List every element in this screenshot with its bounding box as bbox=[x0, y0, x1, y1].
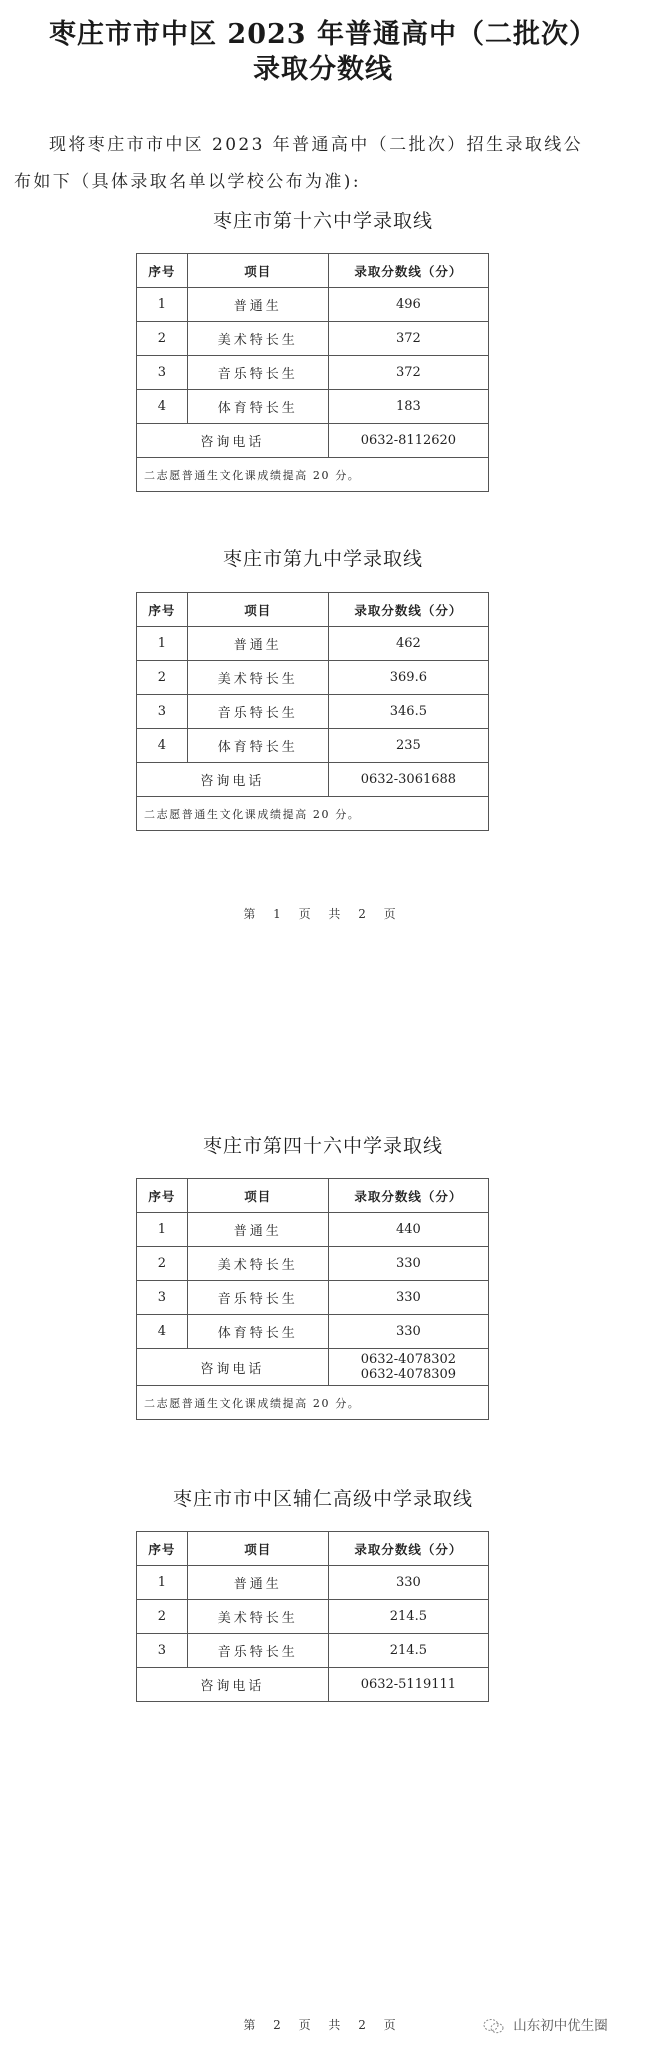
row-item: 音乐特长生 bbox=[187, 695, 328, 729]
note-row bbox=[137, 1386, 489, 1420]
table-header-row bbox=[137, 254, 489, 288]
row-index: 4 bbox=[137, 390, 188, 424]
table-row bbox=[137, 627, 489, 661]
note-text: 二志愿普通生文化课成绩提高 20 分。 bbox=[137, 1386, 489, 1420]
row-score: 330 bbox=[328, 1566, 488, 1600]
row-score: 496 bbox=[328, 288, 488, 322]
row-index: 1 bbox=[137, 627, 188, 661]
note-text: 二志愿普通生文化课成绩提高 20 分。 bbox=[137, 458, 489, 492]
row-score: 214.5 bbox=[328, 1600, 488, 1634]
phone-label: 咨询电话 bbox=[137, 763, 329, 797]
phone-row bbox=[137, 1349, 489, 1386]
table-row bbox=[137, 1634, 489, 1668]
row-index: 1 bbox=[137, 1566, 188, 1600]
header-index: 序号 bbox=[137, 1532, 188, 1566]
row-score: 330 bbox=[328, 1281, 488, 1315]
row-score: 183 bbox=[328, 390, 488, 424]
row-index: 1 bbox=[137, 288, 188, 322]
row-score: 214.5 bbox=[328, 1634, 488, 1668]
table-header-row bbox=[137, 593, 489, 627]
table-row bbox=[137, 1315, 489, 1349]
header-index: 序号 bbox=[137, 593, 188, 627]
row-index: 4 bbox=[137, 729, 188, 763]
row-item: 体育特长生 bbox=[187, 1315, 328, 1349]
row-item: 音乐特长生 bbox=[187, 1634, 328, 1668]
note-row bbox=[137, 797, 489, 831]
row-score: 440 bbox=[328, 1213, 488, 1247]
school-title: 枣庄市第四十六中学录取线 bbox=[202, 1135, 443, 1157]
watermark bbox=[483, 2014, 608, 2034]
phone-number: 0632-4078302 bbox=[360, 1352, 457, 1367]
header-item: 项目 bbox=[187, 1532, 328, 1566]
school-title: 枣庄市第九中学录取线 bbox=[222, 548, 423, 570]
phone-number: 0632-5119111 bbox=[328, 1668, 488, 1702]
phone-row bbox=[137, 1668, 489, 1702]
phone-label: 咨询电话 bbox=[137, 1668, 329, 1702]
score-table bbox=[136, 592, 489, 831]
table-row bbox=[137, 661, 489, 695]
phone-row bbox=[137, 424, 489, 458]
row-item: 音乐特长生 bbox=[187, 1281, 328, 1315]
table-header-row bbox=[137, 1179, 489, 1213]
row-index: 1 bbox=[137, 1213, 188, 1247]
table-row bbox=[137, 729, 489, 763]
header-index: 序号 bbox=[137, 254, 188, 288]
row-index: 2 bbox=[137, 322, 188, 356]
row-item: 体育特长生 bbox=[187, 390, 328, 424]
table-row bbox=[137, 356, 489, 390]
table-row bbox=[137, 1566, 489, 1600]
phone-number-alt: 0632-4078309 bbox=[360, 1367, 457, 1382]
table-row bbox=[137, 1600, 489, 1634]
row-item: 普通生 bbox=[187, 288, 328, 322]
score-table bbox=[136, 253, 489, 492]
phone-label: 咨询电话 bbox=[137, 1349, 329, 1386]
row-item: 音乐特长生 bbox=[187, 356, 328, 390]
phone-numbers bbox=[328, 1349, 488, 1386]
document-title-line1: 枣庄市市中区 2023 年普通高中（二批次） bbox=[49, 19, 597, 50]
row-score: 330 bbox=[328, 1247, 488, 1281]
table-row bbox=[137, 288, 489, 322]
table-row bbox=[137, 695, 489, 729]
row-item: 美术特长生 bbox=[187, 322, 328, 356]
row-item: 美术特长生 bbox=[187, 661, 328, 695]
row-index: 3 bbox=[137, 356, 188, 390]
row-item: 普通生 bbox=[187, 1566, 328, 1600]
document-title-line2: 录取分数线 bbox=[253, 54, 393, 85]
wechat-icon bbox=[483, 2018, 505, 2034]
table-header-row bbox=[137, 1532, 489, 1566]
header-item: 项目 bbox=[187, 593, 328, 627]
page-number-footer: 第 2 页 共 2 页 bbox=[243, 2018, 403, 2032]
row-score: 372 bbox=[328, 322, 488, 356]
row-index: 3 bbox=[137, 695, 188, 729]
intro-paragraph-line1: 现将枣庄市市中区 2023 年普通高中（二批次）招生录取线公 bbox=[49, 135, 584, 155]
row-score: 235 bbox=[328, 729, 488, 763]
row-score: 462 bbox=[328, 627, 488, 661]
school-title: 枣庄市第十六中学录取线 bbox=[212, 210, 433, 232]
row-item: 普通生 bbox=[187, 1213, 328, 1247]
row-index: 4 bbox=[137, 1315, 188, 1349]
row-item: 普通生 bbox=[187, 627, 328, 661]
table-row bbox=[137, 1281, 489, 1315]
row-score: 369.6 bbox=[328, 661, 488, 695]
table-row bbox=[137, 322, 489, 356]
row-index: 2 bbox=[137, 1600, 188, 1634]
header-score: 录取分数线（分） bbox=[328, 254, 488, 288]
row-item: 美术特长生 bbox=[187, 1600, 328, 1634]
header-item: 项目 bbox=[187, 254, 328, 288]
row-score: 330 bbox=[328, 1315, 488, 1349]
row-index: 3 bbox=[137, 1281, 188, 1315]
row-index: 2 bbox=[137, 1247, 188, 1281]
table-row bbox=[137, 1247, 489, 1281]
row-score: 372 bbox=[328, 356, 488, 390]
page-number-footer: 第 1 页 共 2 页 bbox=[243, 907, 403, 921]
header-item: 项目 bbox=[187, 1179, 328, 1213]
row-index: 3 bbox=[137, 1634, 188, 1668]
score-table bbox=[136, 1531, 489, 1702]
phone-row bbox=[137, 763, 489, 797]
watermark-text: 山东初中优生圈 bbox=[513, 2018, 608, 2034]
table-row bbox=[137, 390, 489, 424]
header-score: 录取分数线（分） bbox=[328, 1532, 488, 1566]
row-index: 2 bbox=[137, 661, 188, 695]
header-index: 序号 bbox=[137, 1179, 188, 1213]
header-score: 录取分数线（分） bbox=[328, 1179, 488, 1213]
phone-number: 0632-8112620 bbox=[328, 424, 488, 458]
header-score: 录取分数线（分） bbox=[328, 593, 488, 627]
row-score: 346.5 bbox=[328, 695, 488, 729]
table-row bbox=[137, 1213, 489, 1247]
intro-paragraph-line2: 布如下（具体录取名单以学校公布为准): bbox=[14, 172, 361, 192]
row-item: 体育特长生 bbox=[187, 729, 328, 763]
phone-label: 咨询电话 bbox=[137, 424, 329, 458]
row-item: 美术特长生 bbox=[187, 1247, 328, 1281]
score-table bbox=[136, 1178, 489, 1420]
school-title: 枣庄市市中区辅仁高级中学录取线 bbox=[172, 1488, 473, 1510]
phone-number: 0632-3061688 bbox=[328, 763, 488, 797]
note-text: 二志愿普通生文化课成绩提高 20 分。 bbox=[137, 797, 489, 831]
note-row bbox=[137, 458, 489, 492]
